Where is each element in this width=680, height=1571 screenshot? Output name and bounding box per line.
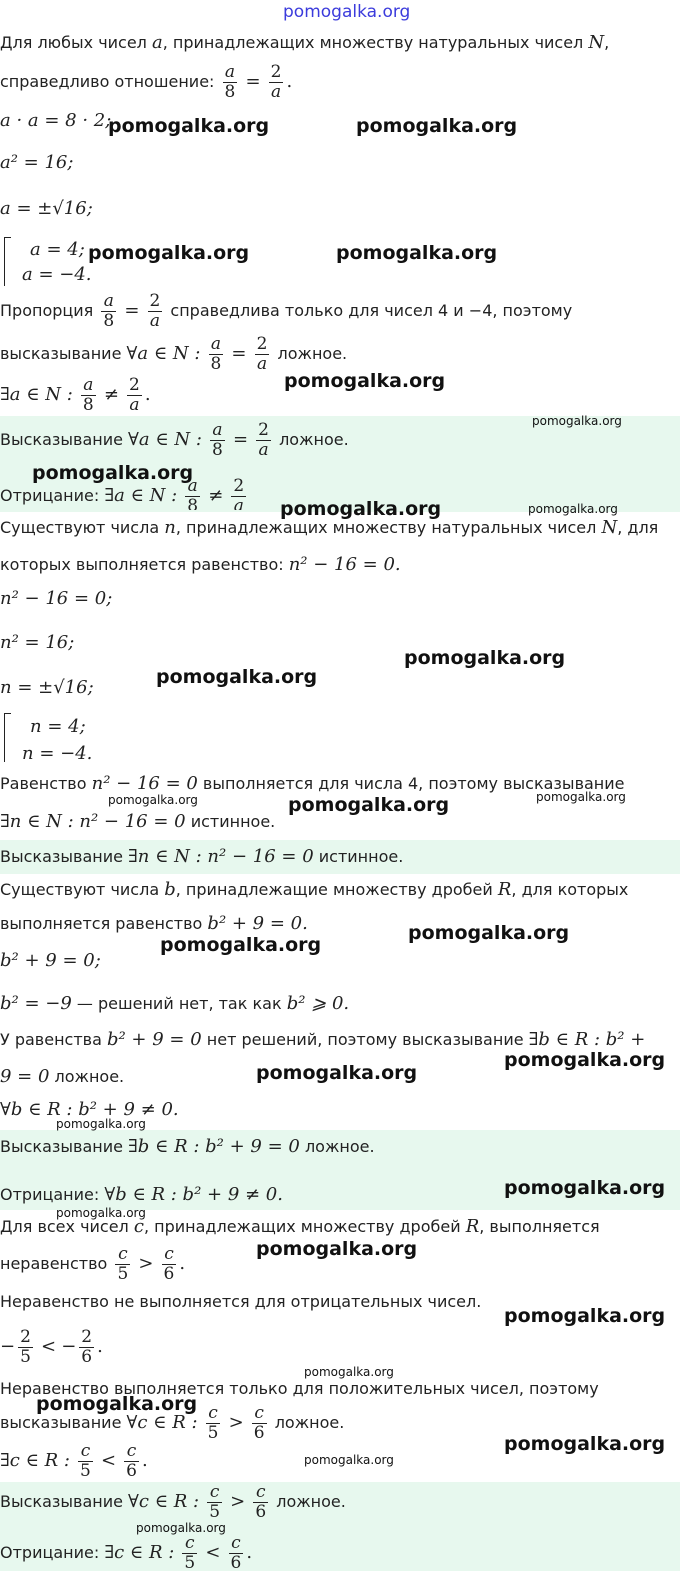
fraction-c-6: $\frac{c}{6}$ — [255, 1482, 267, 1522]
equation: b² ⩾ 0. — [286, 993, 350, 1014]
text: Существуют числа — [0, 518, 165, 537]
var-N: N — [601, 517, 618, 538]
op-ne: ≠ — [208, 485, 224, 506]
var-n: n — [164, 517, 176, 538]
text: ложное. — [274, 1413, 345, 1432]
fraction-a-8: $\frac{a}{8}$ — [210, 334, 222, 374]
op-dot: . — [97, 1336, 103, 1357]
equation: ∃b ∈ R : b² + — [528, 1029, 646, 1050]
b2-step-5: n = −4. — [22, 743, 93, 764]
text: Существуют числа — [0, 880, 165, 899]
text: ложное. — [299, 1137, 375, 1156]
fraction-2-a: $\frac{2}{a}$ — [129, 375, 140, 415]
equation: b² = −9 — [0, 993, 72, 1014]
watermark: pomogalka.org — [136, 1521, 226, 1535]
text: — решений нет, так как — [71, 994, 287, 1013]
b2-paragraph-3 — [0, 774, 625, 794]
equation: b² + 9 = 0. — [207, 913, 308, 934]
text: которых выполняется равенство: — [0, 555, 289, 574]
b1-paragraph-3 — [0, 290, 572, 332]
var-b: b — [164, 879, 176, 900]
b4-paragraph-1 — [0, 1217, 600, 1237]
quantifier: ∀a ∈ N : — [126, 343, 201, 364]
text: нет решений, поэтому высказывание — [201, 1030, 529, 1049]
var-N: N — [588, 32, 605, 53]
watermark-top: pomogalka.org — [283, 2, 411, 22]
fraction-c-6: $\frac{c}{6}$ — [126, 1441, 137, 1481]
b2-paragraph-2 — [0, 555, 401, 575]
op-gt: > — [228, 1412, 244, 1433]
fraction-2-a: $\frac{2}{a}$ — [256, 334, 268, 374]
var-R: R — [465, 1216, 480, 1237]
b3-step-3: ∀b ∈ R : b² + 9 ≠ 0. — [0, 1099, 179, 1120]
watermark: pomogalka.org — [108, 793, 198, 807]
op-gt: > — [138, 1253, 154, 1274]
watermark: pomogalka.org — [304, 1453, 394, 1467]
watermark: pomogalka.org — [56, 1206, 146, 1220]
watermark: pomogalka.org — [284, 370, 446, 392]
b2-step-2: n² = 16; — [0, 632, 75, 653]
b2-paragraph-4 — [0, 812, 275, 832]
op-eq: = — [232, 429, 249, 450]
watermark: pomogalka.org — [536, 790, 626, 804]
b2-step-1: n² − 16 = 0; — [0, 588, 113, 609]
watermark: pomogalka.org — [356, 115, 518, 137]
fraction-2-a: $\frac{2}{a}$ — [149, 291, 161, 331]
fraction-c-6: $\frac{c}{6}$ — [163, 1244, 175, 1284]
watermark: pomogalka.org — [88, 242, 250, 264]
fraction-2-a: $\frac{2}{a}$ — [270, 62, 282, 102]
op-eq: = — [231, 343, 247, 364]
op-lt: < — [100, 1450, 117, 1471]
text: выполняется равенство — [0, 914, 208, 933]
text: ложное. — [279, 430, 349, 449]
fraction-2-6: $\frac{2}{6}$ — [81, 1327, 93, 1367]
text: Для любых чисел — [0, 33, 152, 52]
b3-paragraph-1 — [0, 880, 628, 900]
text: выполняется для числа 4, поэтому высказывание — [197, 774, 625, 793]
text: , для — [617, 518, 659, 537]
text: справедлива только для чисел 4 и −4, поэтому — [170, 301, 573, 320]
fraction-c-5: $\frac{c}{5}$ — [80, 1441, 91, 1481]
quantifier: ∃a ∈ N : — [0, 384, 73, 405]
b4-highlight-line-1 — [0, 1481, 346, 1523]
watermark: pomogalka.org — [256, 1062, 418, 1084]
watermark: pomogalka.org — [336, 242, 498, 264]
b4-paragraph-2 — [0, 1243, 185, 1285]
text: Высказывание — [0, 430, 123, 449]
fraction-a-8: $\frac{a}{8}$ — [82, 375, 94, 415]
b1-step-2: a² = 16; — [0, 152, 74, 173]
text: высказывание — [0, 1413, 122, 1432]
text: Отрицание: — [0, 486, 100, 505]
b3-paragraph-4 — [0, 1067, 124, 1087]
fraction-a-8: $\frac{a}{8}$ — [212, 420, 223, 460]
text: истинное. — [185, 812, 276, 831]
equation: n² − 16 = 0 — [91, 773, 198, 794]
watermark: pomogalka.org — [504, 1049, 666, 1071]
text: Пропорция — [0, 301, 94, 320]
op-eq: = — [124, 300, 140, 321]
equation: n² − 16 = 0. — [288, 554, 401, 575]
b1-step-4: a = 4; — [30, 239, 85, 260]
fraction-c-5: $\frac{c}{5}$ — [209, 1482, 221, 1522]
text: Высказывание — [0, 1492, 123, 1511]
equation: b² + 9 = 0 — [106, 1029, 202, 1050]
op-lt: < — [41, 1336, 57, 1357]
b3-step-1: b² + 9 = 0; — [0, 950, 101, 971]
op-dot: . — [286, 71, 293, 92]
quantifier: ∀c ∈ R : — [128, 1491, 200, 1512]
text: Высказывание — [0, 847, 129, 866]
watermark: pomogalka.org — [408, 922, 570, 944]
b4-highlight-line-2 — [0, 1532, 252, 1571]
b4-paragraph-4: Неравенство выполняется только для положительных чисел, поэтому — [0, 1379, 599, 1398]
text: Равенство — [0, 774, 92, 793]
fraction-c-5: $\frac{c}{5}$ — [207, 1403, 219, 1443]
watermark: pomogalka.org — [304, 1365, 394, 1379]
b3-paragraph-2 — [0, 914, 308, 934]
b4-step-inequality — [0, 1326, 103, 1368]
b2-step-3: n = ±√16; — [0, 677, 94, 698]
watermark: pomogalka.org — [108, 115, 270, 137]
text: , — [604, 33, 610, 52]
system-bracket — [4, 237, 11, 286]
fraction-c-5: $\frac{c}{5}$ — [117, 1244, 129, 1284]
b1-step-6 — [0, 374, 151, 416]
watermark: pomogalka.org — [156, 666, 318, 688]
text: , принадлежащих множеству натуральных чисел — [162, 33, 589, 52]
fraction-a-8: $\frac{a}{8}$ — [224, 62, 236, 102]
text: ложное. — [49, 1067, 125, 1086]
b4-step-1 — [0, 1440, 148, 1482]
text: , выполняется — [479, 1217, 600, 1236]
op-dot: . — [246, 1542, 253, 1563]
fraction-c-5: $\frac{c}{5}$ — [184, 1533, 196, 1571]
text: , принадлежащих множеству дробей — [143, 1217, 466, 1236]
equation: ∃n ∈ N : n² − 16 = 0 — [0, 811, 186, 832]
var-R: R — [497, 879, 512, 900]
watermark: pomogalka.org — [504, 1177, 666, 1199]
op-dot: . — [144, 384, 151, 405]
b2-step-4: n = 4; — [30, 716, 86, 737]
text: Отрицание: — [0, 1543, 100, 1562]
quantifier: ∀c ∈ R : — [126, 1412, 198, 1433]
fraction-2-5: $\frac{2}{5}$ — [20, 1327, 31, 1367]
watermark: pomogalka.org — [288, 794, 450, 816]
b1-paragraph-4 — [0, 333, 347, 375]
text: Высказывание — [0, 1137, 129, 1156]
equation: ∃n ∈ N : n² − 16 = 0 — [128, 846, 314, 867]
b1-highlight-line-1 — [0, 418, 349, 462]
equation: ∃b ∈ R : b² + 9 = 0 — [128, 1136, 300, 1157]
op-minus: − — [61, 1336, 77, 1357]
watermark: pomogalka.org — [532, 414, 622, 428]
watermark: pomogalka.org — [36, 1393, 198, 1415]
text: ложное. — [277, 344, 348, 363]
quantifier: ∃c ∈ R : — [0, 1450, 70, 1471]
op-gt: > — [230, 1491, 246, 1512]
text: , принадлежащих множеству натуральных чисел — [175, 518, 602, 537]
op-eq: = — [245, 71, 261, 92]
b1-step-5: a = −4. — [22, 264, 92, 285]
quantifier: ∃c ∈ R : — [104, 1542, 175, 1563]
text: высказывание — [0, 344, 122, 363]
equation: ∀b ∈ R : b² + 9 ≠ 0. — [104, 1184, 283, 1205]
b3-highlight-line-1 — [0, 1137, 375, 1157]
watermark: pomogalka.org — [160, 934, 322, 956]
watermark: pomogalka.org — [32, 462, 194, 484]
watermark: pomogalka.org — [528, 502, 618, 516]
b1-paragraph-2 — [0, 62, 292, 102]
b2-paragraph-1 — [0, 518, 658, 538]
op-dot: . — [141, 1450, 148, 1471]
text: Отрицание: — [0, 1185, 105, 1204]
fraction-c-6: $\frac{c}{6}$ — [253, 1403, 265, 1443]
b3-highlight-line-2 — [0, 1185, 283, 1205]
op-minus: − — [0, 1336, 16, 1357]
b3-step-2 — [0, 994, 349, 1014]
watermark: pomogalka.org — [504, 1305, 666, 1327]
watermark: pomogalka.org — [56, 1117, 146, 1131]
op-dot: . — [179, 1253, 186, 1274]
text: У равенства — [0, 1030, 107, 1049]
watermark: pomogalka.org — [404, 647, 566, 669]
text: истинное. — [313, 847, 404, 866]
fraction-a-8: $\frac{a}{8}$ — [187, 476, 199, 510]
text: неравенство — [0, 1254, 108, 1273]
text: , для которых — [511, 880, 629, 899]
fraction-2-a: $\frac{2}{a}$ — [233, 476, 245, 510]
system-bracket — [4, 713, 11, 762]
b1-step-1: a · a = 8 · 2; — [0, 110, 112, 131]
text: , принадлежащие множеству дробей — [175, 880, 498, 899]
text: Для всех чисел — [0, 1217, 134, 1236]
watermark: pomogalka.org — [504, 1433, 666, 1455]
quantifier: ∀a ∈ N : — [128, 429, 202, 450]
fraction-2-a: $\frac{2}{a}$ — [258, 420, 269, 460]
op-lt: < — [205, 1542, 221, 1563]
text: ложное. — [276, 1492, 346, 1511]
b3-paragraph-3 — [0, 1030, 645, 1050]
fraction-a-8: $\frac{a}{8}$ — [103, 291, 115, 331]
quantifier: ∃a ∈ N : — [104, 485, 178, 506]
op-ne: ≠ — [103, 384, 119, 405]
var-c: c — [133, 1216, 144, 1237]
var-a: a — [152, 32, 163, 53]
b1-paragraph-1 — [0, 33, 609, 53]
fraction-c-6: $\frac{c}{6}$ — [230, 1533, 242, 1571]
watermark: pomogalka.org — [280, 498, 442, 520]
b1-step-3: a = ±√16; — [0, 198, 93, 219]
equation: 9 = 0 — [0, 1066, 50, 1087]
b2-highlight-line-1 — [0, 847, 403, 867]
watermark: pomogalka.org — [256, 1238, 418, 1260]
text: справедливо отношение: — [0, 72, 215, 91]
b4-paragraph-3: Неравенство не выполняется для отрицательных чисел. — [0, 1292, 482, 1311]
